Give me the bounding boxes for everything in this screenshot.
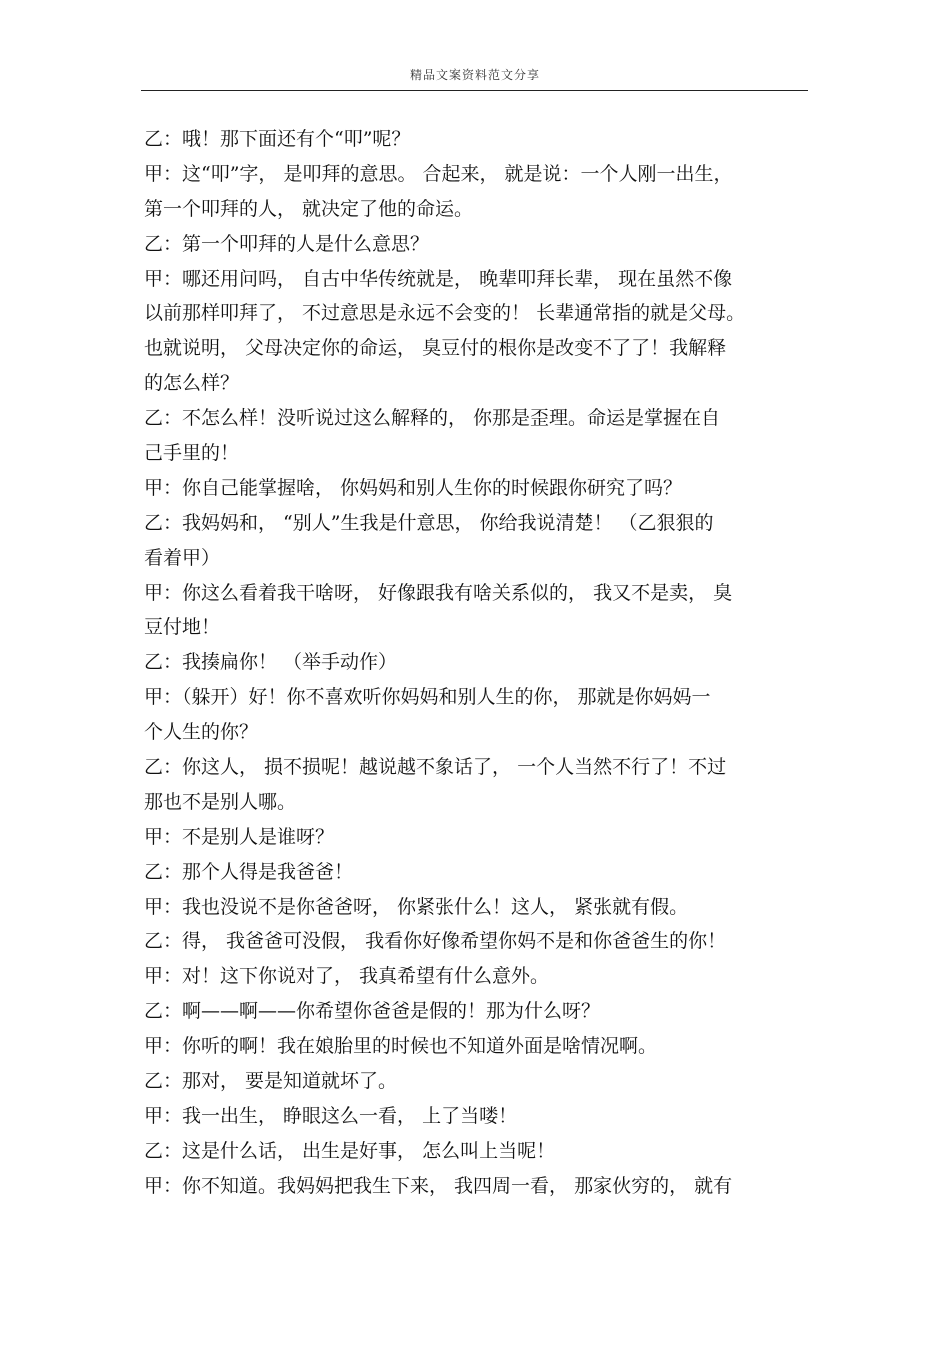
text-line: 乙：哦！那下面还有个“叩”呢？: [144, 128, 411, 150]
text-line: 个人生的你？: [144, 721, 259, 744]
text-line: 甲：这“叩”字， 是叩拜的意思。 合起来， 就是说：一个人刚一出生，: [144, 162, 733, 185]
text-line: 也就说明， 父母决定你的命运， 臭豆付的根你是改变不了了！我解释: [144, 337, 727, 360]
text-line: 看着甲）: [144, 546, 221, 569]
text-line: 的怎么样？: [144, 372, 240, 395]
text-line: 豆付地！: [144, 616, 221, 639]
page-header: 精品文案资料范文分享: [409, 68, 540, 82]
text-line: 甲：对！这下你说对了， 我真希望有什么意外。: [144, 965, 550, 988]
text-line: 甲：你自己能掌握啥， 你妈妈和别人生你的时候跟你研究了吗？: [144, 476, 683, 499]
text-line: 乙：我妈妈和， “别人”生我是什意思， 你给我说清楚！ （乙狠狠的: [144, 511, 714, 534]
text-line: 己手里的！: [144, 442, 240, 465]
text-line: 甲：你听的啊！我在娘胎里的时候也不知道外面是啥情况啊。: [144, 1035, 658, 1058]
text-line: 乙：啊——啊——你希望你爸爸是假的！那为什么呀？: [144, 1000, 601, 1023]
text-line: 以前那样叩拜了， 不过意思是永远不会变的！ 长辈通常指的就是父母。: [144, 302, 746, 325]
dialogue-body: [144, 122, 804, 1204]
text-line: 甲：（躲开）好！你不喜欢听你妈妈和别人生的你， 那就是你妈妈一: [144, 686, 711, 709]
text-line: 乙：得， 我爸爸可没假， 我看你好像希望你妈不是和你爸爸生的你！: [144, 930, 727, 953]
text-line: 甲：哪还用问吗， 自古中华传统就是， 晚辈叩拜长辈， 现在虽然不像: [144, 267, 733, 290]
text-line: 乙：那个人得是我爸爸！: [144, 860, 354, 883]
text-line: 第一个叩拜的人， 就决定了他的命运。: [144, 197, 474, 220]
text-line: 乙：第一个叩拜的人是什么意思？: [144, 232, 430, 255]
text-line: 乙：我揍扁你！ （举手动作）: [144, 651, 398, 674]
text-line: 乙：你这人， 损不损呢！越说越不象话了， 一个人当然不行了！不过: [144, 756, 727, 779]
text-line: 甲：你这么看着我干啥呀， 好像跟我有啥关系似的， 我又不是卖， 臭: [144, 581, 733, 604]
text-line: 甲：我也没说不是你爸爸呀， 你紧张什么！这人， 紧张就有假。: [144, 895, 689, 918]
text-line: 甲：我一出生， 睁眼这么一看， 上了当喽！: [144, 1104, 518, 1127]
text-line: 乙：不怎么样！没听说过这么解释的， 你那是歪理。命运是掌握在自: [144, 407, 721, 430]
text-line: 乙：那对， 要是知道就坏了。: [144, 1070, 398, 1093]
text-line: 甲：你不知道。我妈妈把我生下来， 我四周一看， 那家伙穷的， 就有: [144, 1174, 733, 1197]
text-line: 那也不是别人哪。: [144, 790, 297, 813]
text-line: 甲：不是别人是谁呀？: [144, 825, 335, 848]
text-line: 乙：这是什么话， 出生是好事， 怎么叫上当呢！: [144, 1139, 556, 1162]
header-divider: [141, 90, 808, 91]
